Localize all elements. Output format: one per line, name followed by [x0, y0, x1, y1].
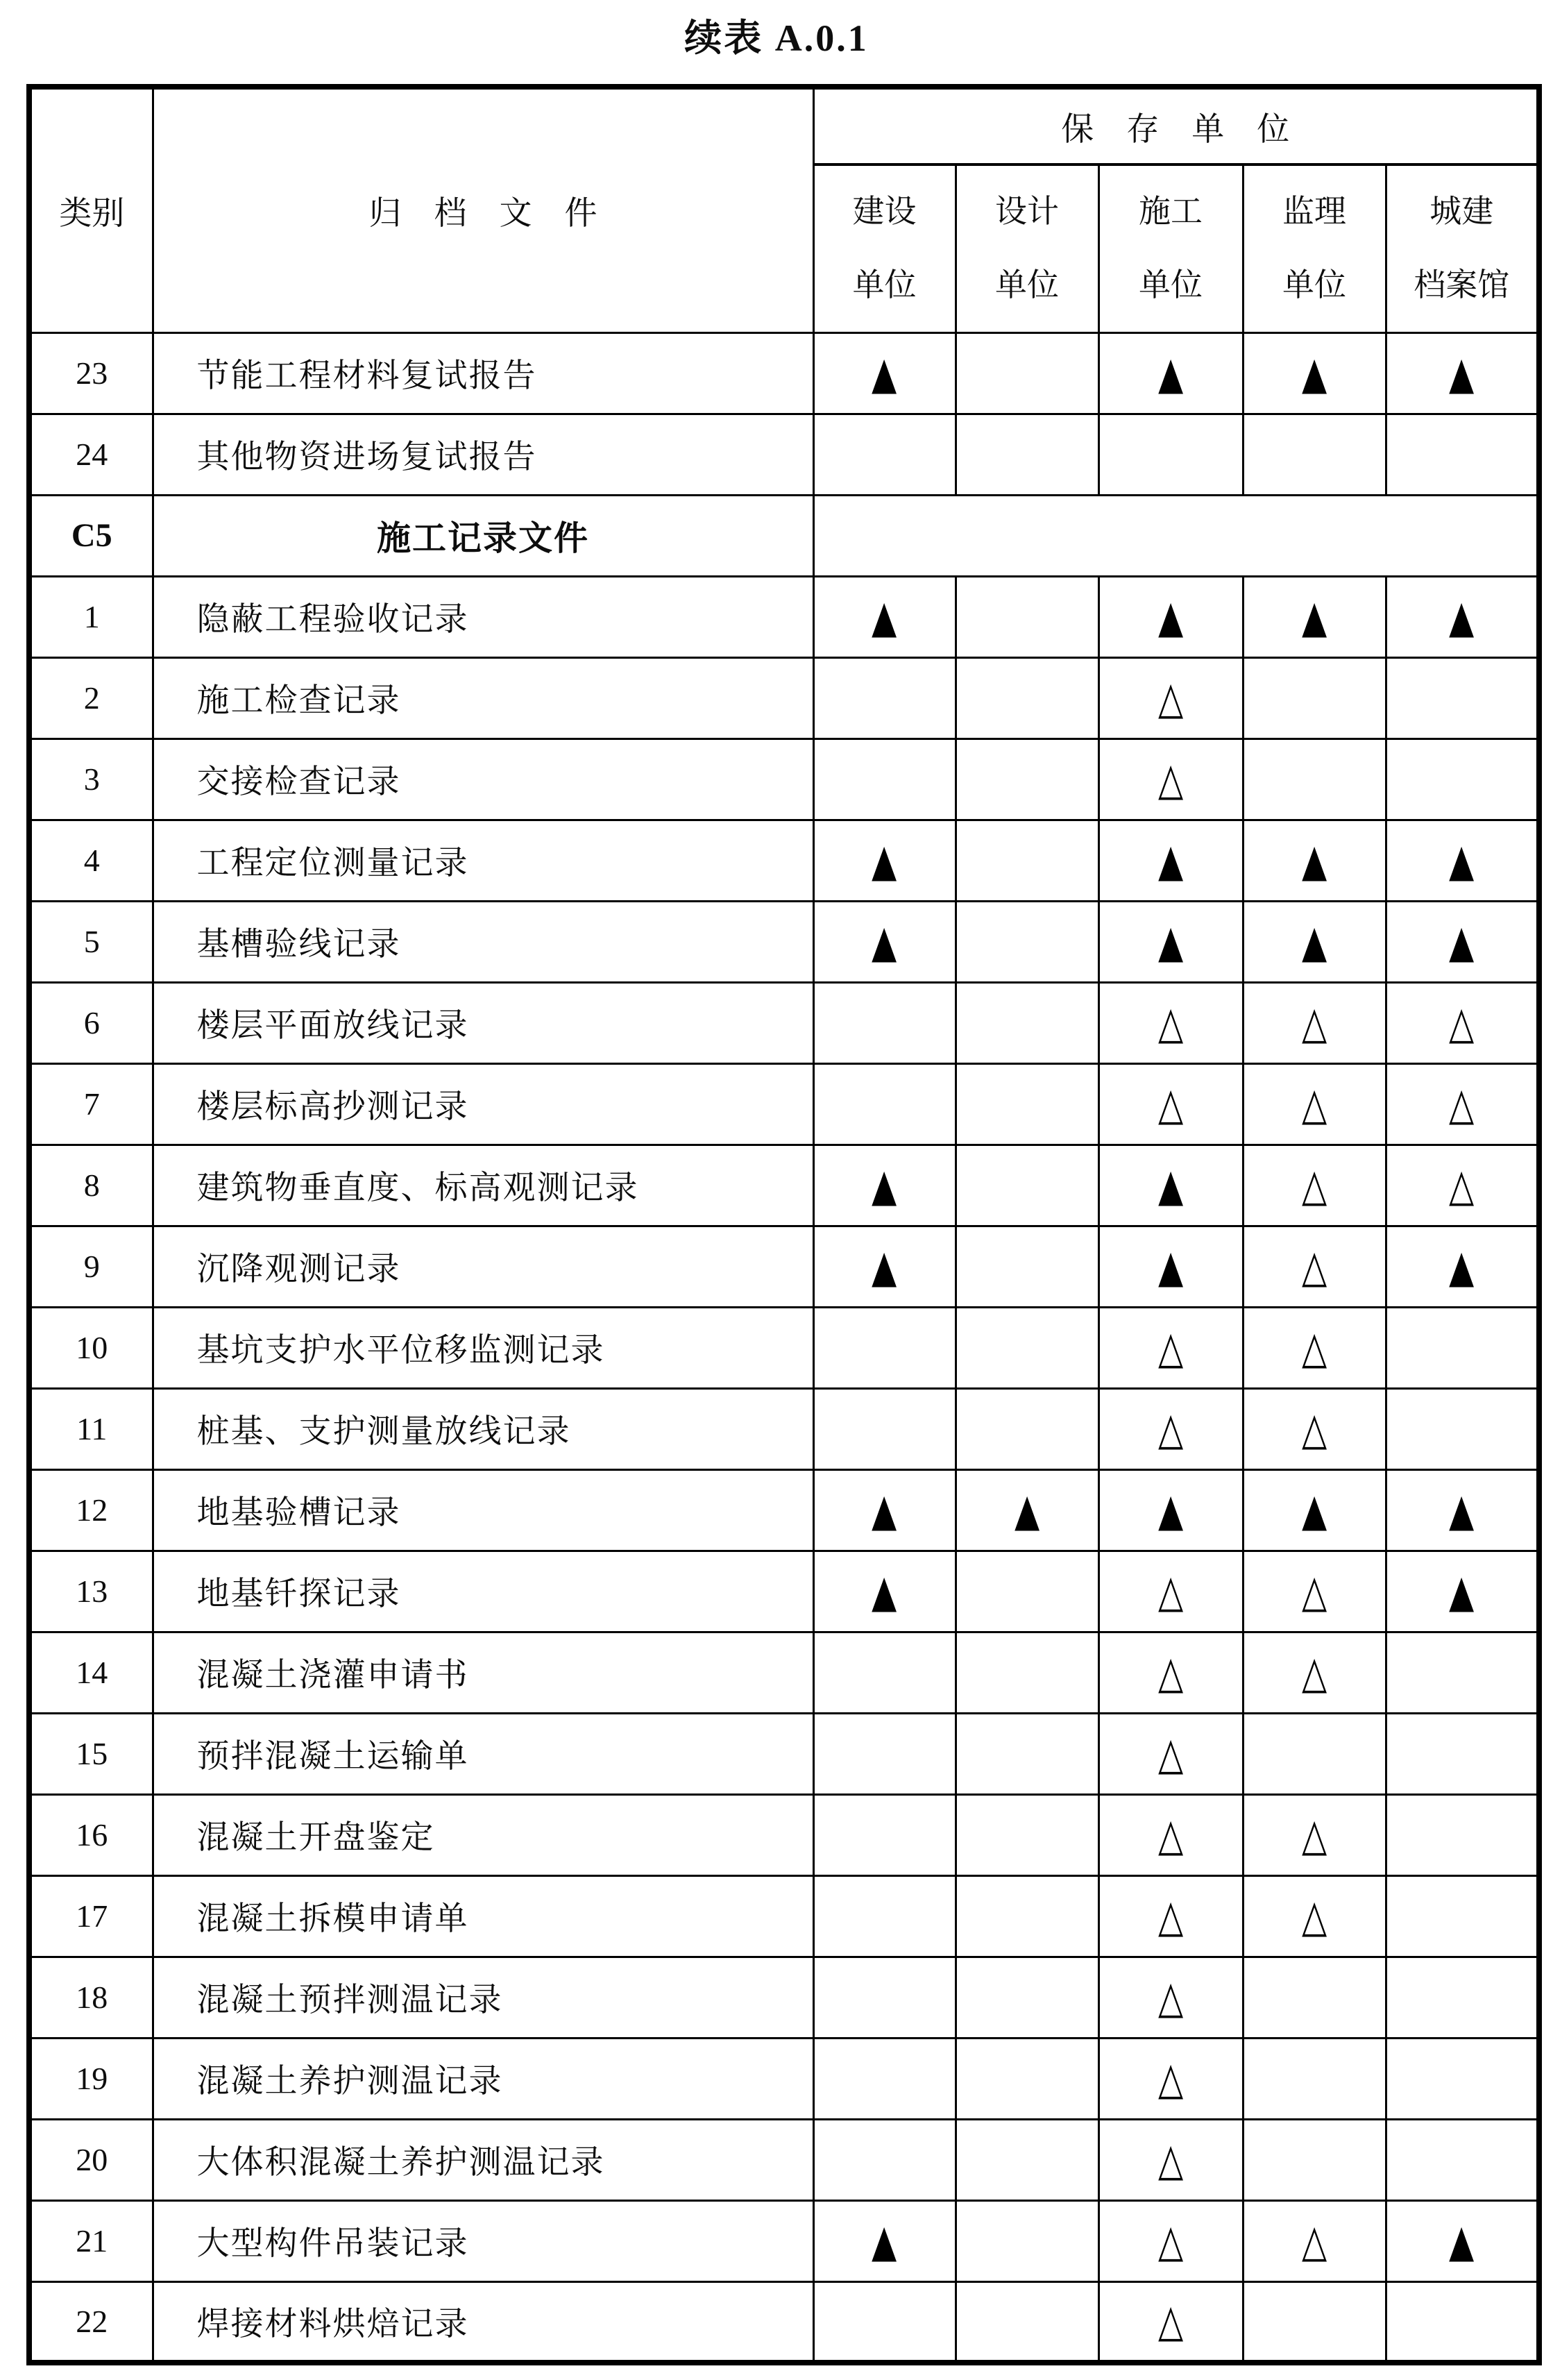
hollow-triangle-icon: △ — [1157, 1402, 1184, 1455]
hollow-triangle-icon: △ — [1157, 1970, 1184, 2024]
unit-label-line: 单位 — [1139, 267, 1203, 303]
row-category: 15 — [29, 1713, 153, 1794]
filled-triangle-icon: ▲ — [1449, 1564, 1475, 1618]
row-category: 24 — [29, 414, 153, 495]
mark-empty — [813, 2038, 956, 2119]
table-row — [29, 576, 1539, 657]
mark-empty — [1386, 739, 1539, 820]
mark-hollow-triangle — [1098, 2281, 1243, 2363]
mark-empty — [956, 2281, 1098, 2363]
mark-empty — [1386, 2119, 1539, 2200]
row-document: 沉降观测记录 — [153, 1226, 813, 1307]
mark-hollow-triangle — [1243, 982, 1386, 1063]
unit-label-line: 城建 — [1429, 194, 1494, 230]
mark-filled-triangle — [1386, 1469, 1539, 1551]
mark-filled-triangle — [813, 2200, 956, 2281]
mark-hollow-triangle — [1386, 1145, 1539, 1226]
filled-triangle-icon: ▲ — [1157, 834, 1184, 887]
mark-hollow-triangle — [1098, 1632, 1243, 1713]
filled-triangle-icon: ▲ — [872, 346, 897, 400]
mark-filled-triangle — [956, 1469, 1098, 1551]
header-storage-units-group: 保 存 单 位 — [813, 87, 1539, 164]
hollow-triangle-icon: △ — [1157, 1646, 1184, 1699]
table-row — [29, 1632, 1539, 1713]
row-category: 8 — [29, 1145, 153, 1226]
mark-empty — [956, 657, 1098, 739]
hollow-triangle-icon: △ — [1157, 2295, 1184, 2348]
row-document: 基槽验线记录 — [153, 901, 813, 982]
row-document: 基坑支护水平位移监测记录 — [153, 1307, 813, 1388]
row-category: 17 — [29, 1875, 153, 1957]
hollow-triangle-icon: △ — [1301, 1321, 1327, 1374]
table-row — [29, 2119, 1539, 2200]
mark-filled-triangle — [1243, 820, 1386, 901]
mark-empty — [813, 1875, 956, 1957]
mark-empty — [1386, 1957, 1539, 2038]
mark-filled-triangle — [1386, 332, 1539, 414]
mark-filled-triangle — [1386, 901, 1539, 982]
mark-empty — [1386, 2038, 1539, 2119]
filled-triangle-icon: ▲ — [1449, 915, 1475, 968]
row-category: 11 — [29, 1388, 153, 1469]
header-construction-owner-unit — [813, 164, 956, 332]
filled-triangle-icon: ▲ — [1449, 346, 1475, 400]
mark-empty — [956, 2038, 1098, 2119]
table-row — [29, 739, 1539, 820]
mark-filled-triangle — [1386, 2200, 1539, 2281]
mark-filled-triangle — [813, 901, 956, 982]
mark-hollow-triangle — [1098, 982, 1243, 1063]
mark-hollow-triangle — [1098, 1713, 1243, 1794]
hollow-triangle-icon: △ — [1301, 1240, 1327, 1293]
mark-empty — [956, 2119, 1098, 2200]
table-row — [29, 901, 1539, 982]
filled-triangle-icon: ▲ — [1449, 2214, 1475, 2268]
header-supervision-unit — [1243, 164, 1386, 332]
mark-empty — [956, 1713, 1098, 1794]
row-document: 混凝土养护测温记录 — [153, 2038, 813, 2119]
mark-empty — [813, 1632, 956, 1713]
row-category: 12 — [29, 1469, 153, 1551]
mark-empty — [813, 1794, 956, 1875]
mark-filled-triangle — [813, 576, 956, 657]
mark-hollow-triangle — [1243, 1063, 1386, 1145]
hollow-triangle-icon: △ — [1449, 1077, 1475, 1131]
mark-hollow-triangle — [1098, 1307, 1243, 1388]
mark-empty — [813, 739, 956, 820]
table-row — [29, 1957, 1539, 2038]
mark-filled-triangle — [1098, 820, 1243, 901]
mark-empty — [1243, 2281, 1386, 2363]
mark-empty — [813, 1388, 956, 1469]
hollow-triangle-icon: △ — [1157, 996, 1184, 1049]
row-category: 5 — [29, 901, 153, 982]
mark-empty — [1243, 739, 1386, 820]
header-contractor-unit — [1098, 164, 1243, 332]
filled-triangle-icon: ▲ — [1157, 915, 1184, 968]
mark-empty — [813, 657, 956, 739]
row-category: 20 — [29, 2119, 153, 2200]
row-document: 建筑物垂直度、标高观测记录 — [153, 1145, 813, 1226]
table-row — [29, 1063, 1539, 1145]
mark-empty — [956, 1388, 1098, 1469]
mark-hollow-triangle — [1098, 2200, 1243, 2281]
table-row — [29, 1145, 1539, 1226]
unit-label-line: 单位 — [852, 267, 917, 303]
mark-hollow-triangle — [1098, 657, 1243, 739]
mark-empty — [956, 1145, 1098, 1226]
hollow-triangle-icon: △ — [1301, 1564, 1327, 1618]
filled-triangle-icon: ▲ — [1449, 834, 1475, 887]
filled-triangle-icon: ▲ — [872, 1483, 897, 1537]
filled-triangle-icon: ▲ — [1301, 834, 1327, 887]
mark-empty — [1243, 2038, 1386, 2119]
mark-empty — [813, 1307, 956, 1388]
filled-triangle-icon: ▲ — [1449, 1240, 1475, 1293]
page-title: 续表 A.0.1 — [684, 17, 869, 59]
hollow-triangle-icon: △ — [1301, 996, 1327, 1049]
mark-empty — [1098, 414, 1243, 495]
row-category: 4 — [29, 820, 153, 901]
row-category: 1 — [29, 576, 153, 657]
unit-label-line: 施工 — [1139, 194, 1203, 230]
mark-hollow-triangle — [1386, 982, 1539, 1063]
filled-triangle-icon: ▲ — [1014, 1483, 1040, 1537]
mark-filled-triangle — [1243, 332, 1386, 414]
table-row — [29, 2281, 1539, 2363]
hollow-triangle-icon: △ — [1157, 2052, 1184, 2105]
mark-hollow-triangle — [1243, 2200, 1386, 2281]
mark-empty — [956, 982, 1098, 1063]
row-category: 18 — [29, 1957, 153, 2038]
mark-filled-triangle — [813, 332, 956, 414]
mark-empty — [1243, 414, 1386, 495]
mark-filled-triangle — [1386, 1551, 1539, 1632]
mark-filled-triangle — [1243, 576, 1386, 657]
mark-empty — [1243, 1957, 1386, 2038]
mark-hollow-triangle — [1243, 1551, 1386, 1632]
filled-triangle-icon: ▲ — [1157, 346, 1184, 400]
table-row — [29, 414, 1539, 495]
header-category: 类别 — [29, 87, 153, 332]
table-row — [29, 2038, 1539, 2119]
mark-empty — [956, 2200, 1098, 2281]
row-category: 19 — [29, 2038, 153, 2119]
archive-table — [26, 84, 1542, 2365]
filled-triangle-icon: ▲ — [1449, 590, 1475, 643]
hollow-triangle-icon: △ — [1301, 1646, 1327, 1699]
mark-empty — [956, 1632, 1098, 1713]
filled-triangle-icon: ▲ — [872, 1564, 897, 1618]
mark-filled-triangle — [813, 1145, 956, 1226]
filled-triangle-icon: ▲ — [872, 834, 897, 887]
mark-hollow-triangle — [1098, 1794, 1243, 1875]
mark-empty — [956, 414, 1098, 495]
filled-triangle-icon: ▲ — [872, 2214, 897, 2268]
row-category: 21 — [29, 2200, 153, 2281]
filled-triangle-icon: ▲ — [872, 1240, 897, 1293]
header-design-unit — [956, 164, 1098, 332]
filled-triangle-icon: ▲ — [1157, 590, 1184, 643]
mark-empty — [956, 332, 1098, 414]
row-category: 2 — [29, 657, 153, 739]
header-urban-archives — [1386, 164, 1539, 332]
row-document: 桩基、支护测量放线记录 — [153, 1388, 813, 1469]
filled-triangle-icon: ▲ — [1157, 1158, 1184, 1212]
row-category: 16 — [29, 1794, 153, 1875]
hollow-triangle-icon: △ — [1157, 2133, 1184, 2186]
mark-hollow-triangle — [1098, 1063, 1243, 1145]
mark-filled-triangle — [1098, 332, 1243, 414]
table-header — [29, 87, 1539, 332]
mark-hollow-triangle — [1098, 1551, 1243, 1632]
mark-hollow-triangle — [1098, 1875, 1243, 1957]
filled-triangle-icon: ▲ — [1157, 1240, 1184, 1293]
unit-label-line: 档案馆 — [1414, 267, 1510, 303]
row-document: 节能工程材料复试报告 — [153, 332, 813, 414]
filled-triangle-icon: ▲ — [1301, 1483, 1327, 1537]
mark-empty — [813, 1957, 956, 2038]
hollow-triangle-icon: △ — [1449, 1158, 1475, 1212]
filled-triangle-icon: ▲ — [1301, 346, 1327, 400]
hollow-triangle-icon: △ — [1157, 671, 1184, 725]
mark-empty — [956, 1551, 1098, 1632]
hollow-triangle-icon: △ — [1301, 2214, 1327, 2268]
hollow-triangle-icon: △ — [1157, 1889, 1184, 1943]
table-row — [29, 982, 1539, 1063]
mark-empty — [956, 1226, 1098, 1307]
table-row — [29, 820, 1539, 901]
row-document: 施工记录文件 — [153, 495, 813, 576]
mark-empty — [1243, 2119, 1386, 2200]
mark-filled-triangle — [1098, 1226, 1243, 1307]
mark-filled-triangle — [1098, 576, 1243, 657]
row-document: 地基钎探记录 — [153, 1551, 813, 1632]
row-document: 混凝土预拌测温记录 — [153, 1957, 813, 2038]
table-row — [29, 657, 1539, 739]
table-row — [29, 332, 1539, 414]
filled-triangle-icon: ▲ — [872, 1158, 897, 1212]
header-document: 归 档 文 件 — [153, 87, 813, 332]
hollow-triangle-icon: △ — [1157, 752, 1184, 806]
filled-triangle-icon: ▲ — [1157, 1483, 1184, 1537]
row-category: 3 — [29, 739, 153, 820]
row-document: 大型构件吊装记录 — [153, 2200, 813, 2281]
mark-empty — [1243, 1713, 1386, 1794]
mark-empty — [1386, 414, 1539, 495]
mark-empty — [813, 1063, 956, 1145]
table-row — [29, 2200, 1539, 2281]
unit-label-line: 单位 — [1282, 267, 1346, 303]
unit-label-line: 监理 — [1282, 194, 1346, 230]
table-body — [29, 332, 1539, 2363]
row-document: 焊接材料烘焙记录 — [153, 2281, 813, 2363]
mark-empty — [1386, 1713, 1539, 1794]
mark-hollow-triangle — [1098, 739, 1243, 820]
mark-empty — [1243, 657, 1386, 739]
hollow-triangle-icon: △ — [1301, 1158, 1327, 1212]
table-row — [29, 1469, 1539, 1551]
mark-filled-triangle — [813, 1551, 956, 1632]
hollow-triangle-icon: △ — [1301, 1889, 1327, 1943]
mark-empty — [1386, 1632, 1539, 1713]
row-category: 22 — [29, 2281, 153, 2363]
mark-empty — [813, 414, 956, 495]
mark-empty — [956, 901, 1098, 982]
filled-triangle-icon: ▲ — [1301, 590, 1327, 643]
table-row — [29, 1307, 1539, 1388]
table-row — [29, 1226, 1539, 1307]
mark-empty — [813, 1713, 956, 1794]
table-row — [29, 1875, 1539, 1957]
filled-triangle-icon: ▲ — [872, 590, 897, 643]
row-category: 10 — [29, 1307, 153, 1388]
mark-hollow-triangle — [1243, 1388, 1386, 1469]
row-category: C5 — [29, 495, 153, 576]
hollow-triangle-icon: △ — [1157, 1077, 1184, 1131]
mark-hollow-triangle — [1386, 1063, 1539, 1145]
mark-empty — [1386, 657, 1539, 739]
mark-hollow-triangle — [1243, 1226, 1386, 1307]
table-row — [29, 1794, 1539, 1875]
table-row — [29, 1551, 1539, 1632]
mark-empty — [956, 820, 1098, 901]
mark-filled-triangle — [813, 1226, 956, 1307]
row-document: 混凝土浇灌申请书 — [153, 1632, 813, 1713]
filled-triangle-icon: ▲ — [872, 915, 897, 968]
mark-filled-triangle — [1243, 1469, 1386, 1551]
mark-empty — [956, 1307, 1098, 1388]
mark-hollow-triangle — [1243, 1794, 1386, 1875]
mark-empty — [813, 2119, 956, 2200]
mark-hollow-triangle — [1098, 2119, 1243, 2200]
mark-empty — [813, 2281, 956, 2363]
row-document: 其他物资进场复试报告 — [153, 414, 813, 495]
unit-label-line: 建设 — [852, 194, 917, 230]
section-empty-cell — [813, 495, 1539, 576]
row-category: 9 — [29, 1226, 153, 1307]
mark-filled-triangle — [813, 1469, 956, 1551]
table-row — [29, 1713, 1539, 1794]
table-row — [29, 1388, 1539, 1469]
row-document: 地基验槽记录 — [153, 1469, 813, 1551]
filled-triangle-icon: ▲ — [1301, 915, 1327, 968]
mark-filled-triangle — [1386, 1226, 1539, 1307]
filled-triangle-icon: ▲ — [1449, 1483, 1475, 1537]
mark-filled-triangle — [1386, 576, 1539, 657]
mark-hollow-triangle — [1243, 1145, 1386, 1226]
row-document: 混凝土拆模申请单 — [153, 1875, 813, 1957]
row-document: 混凝土开盘鉴定 — [153, 1794, 813, 1875]
row-document: 楼层标高抄测记录 — [153, 1063, 813, 1145]
mark-hollow-triangle — [1098, 1388, 1243, 1469]
mark-empty — [956, 739, 1098, 820]
mark-filled-triangle — [1098, 901, 1243, 982]
mark-hollow-triangle — [1243, 1307, 1386, 1388]
row-document: 工程定位测量记录 — [153, 820, 813, 901]
mark-empty — [956, 1875, 1098, 1957]
mark-empty — [813, 982, 956, 1063]
mark-empty — [956, 1794, 1098, 1875]
row-document: 预拌混凝土运输单 — [153, 1713, 813, 1794]
mark-empty — [1386, 1307, 1539, 1388]
row-document: 大体积混凝土养护测温记录 — [153, 2119, 813, 2200]
hollow-triangle-icon: △ — [1157, 1321, 1184, 1374]
mark-empty — [1386, 2281, 1539, 2363]
row-category: 14 — [29, 1632, 153, 1713]
mark-filled-triangle — [1098, 1145, 1243, 1226]
mark-empty — [1386, 1794, 1539, 1875]
row-category: 13 — [29, 1551, 153, 1632]
row-document: 交接检查记录 — [153, 739, 813, 820]
row-category: 6 — [29, 982, 153, 1063]
mark-filled-triangle — [813, 820, 956, 901]
hollow-triangle-icon: △ — [1449, 996, 1475, 1049]
row-document: 施工检查记录 — [153, 657, 813, 739]
mark-filled-triangle — [1386, 820, 1539, 901]
mark-filled-triangle — [1243, 901, 1386, 982]
unit-label-line: 单位 — [995, 267, 1059, 303]
mark-hollow-triangle — [1243, 1632, 1386, 1713]
mark-empty — [956, 1957, 1098, 2038]
hollow-triangle-icon: △ — [1157, 1808, 1184, 1862]
section-row — [29, 495, 1539, 576]
hollow-triangle-icon: △ — [1157, 1564, 1184, 1618]
mark-empty — [1386, 1875, 1539, 1957]
mark-filled-triangle — [1098, 1469, 1243, 1551]
mark-empty — [956, 576, 1098, 657]
header-row-group — [29, 87, 1539, 164]
row-document: 楼层平面放线记录 — [153, 982, 813, 1063]
hollow-triangle-icon: △ — [1301, 1808, 1327, 1862]
hollow-triangle-icon: △ — [1157, 1727, 1184, 1780]
row-document: 隐蔽工程验收记录 — [153, 576, 813, 657]
hollow-triangle-icon: △ — [1301, 1077, 1327, 1131]
row-category: 23 — [29, 332, 153, 414]
hollow-triangle-icon: △ — [1301, 1402, 1327, 1455]
mark-hollow-triangle — [1098, 2038, 1243, 2119]
mark-empty — [956, 1063, 1098, 1145]
row-category: 7 — [29, 1063, 153, 1145]
mark-empty — [1386, 1388, 1539, 1469]
hollow-triangle-icon: △ — [1157, 2214, 1184, 2268]
unit-label-line: 设计 — [995, 194, 1059, 230]
mark-hollow-triangle — [1098, 1957, 1243, 2038]
mark-hollow-triangle — [1243, 1875, 1386, 1957]
